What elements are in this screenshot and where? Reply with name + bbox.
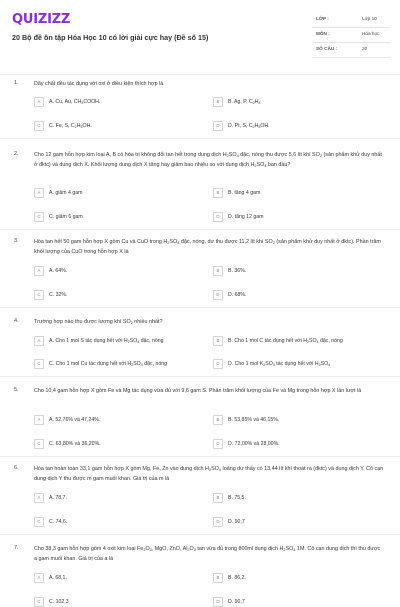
question-divider (0, 376, 400, 377)
option-text: B. 75,5. (228, 495, 246, 501)
option-text: B. 53,85% và 46,15%. (228, 417, 280, 423)
question-number: 2. (14, 151, 19, 157)
answer-option-b[interactable] (213, 573, 391, 582)
option-text: A. Cho 1 mol S tác dụng hết với $H_2SO_4$ đặc, nóng (49, 338, 164, 344)
option-text: C. Cho 1 mol Cu tác dụng hết với $H_2SO_4$ đặc, nóng (49, 361, 167, 367)
option-text: C. 63,80% và 36,20%. (49, 441, 101, 447)
option-letter-badge: D (213, 597, 223, 607)
option-letter-badge: B (213, 493, 223, 503)
question-number: 5. (14, 387, 19, 393)
option-text: C. 102,3 (49, 599, 69, 605)
answer-option-d[interactable] (213, 517, 391, 526)
option-letter-badge: B (213, 188, 223, 198)
option-text: A. Cu, Au, $CH_3COOH$. (49, 99, 101, 105)
answer-option-b[interactable] (213, 336, 391, 345)
meta-class (312, 12, 390, 28)
answer-option-a[interactable] (34, 336, 212, 345)
meta-question-count (312, 42, 390, 58)
option-letter-badge: C (34, 597, 44, 607)
question-divider (0, 229, 400, 230)
option-letter-badge: C (34, 290, 44, 300)
answer-option-c[interactable] (34, 121, 212, 130)
answer-option-d[interactable] (213, 212, 391, 221)
option-letter-badge: C (34, 359, 44, 369)
meta-value: Hóa học (362, 31, 380, 36)
option-letter-badge: B (213, 336, 223, 346)
option-letter-badge: D (213, 212, 223, 222)
answer-option-a[interactable] (34, 415, 212, 424)
option-text: D. Cho 1 mol $K_2SO_3$ tác dụng hết với $H_2SO_4$ (228, 361, 331, 367)
answer-option-d[interactable] (213, 290, 391, 299)
option-letter-badge: D (213, 121, 223, 131)
answer-option-b[interactable] (213, 188, 391, 197)
meta-label: SỐ CÂU : (316, 46, 338, 51)
option-letter-badge: C (34, 121, 44, 131)
answer-option-b[interactable] (213, 493, 391, 502)
question-text: Trường hợp nào thu được lượng khí $SO_2$ nhiều nhất? (34, 319, 163, 325)
question-number: 6. (14, 465, 19, 471)
option-letter-badge: A (34, 336, 44, 346)
answer-option-d[interactable] (213, 359, 391, 368)
meta-label: LỚP : (316, 16, 329, 21)
question-text: Hòa tan hết 50 gam hỗn hợp X gồm Cu và CuO trong $H_2SO_4$ đặc, nóng, dư thu được 11,2 lít khí $SO_2$ (sản phẩm khử duy nhất ở đktc). Phần trăm khối lượng của CuO trong hỗn hợp X là (34, 239, 381, 255)
question-text: Cho 38,3 gam hỗn hợp gồm 4 oxit kim loại $Fe_2O_3$, MgO, ZnO, $Al_2O_3$ tan vừa đủ trong 800ml dung dịch $H_2SO_4$ 1M. Cô cạn dung dịch thì thu được a gam muối khan. Giá trị của a là (34, 546, 381, 562)
question-divider (0, 138, 400, 139)
option-letter-badge: A (34, 415, 44, 425)
answer-option-d[interactable] (213, 439, 391, 448)
option-letter-badge: A (34, 97, 44, 107)
option-text: C. 32%. (49, 292, 68, 298)
option-text: C. Fe, S, $C_2H_5OH$. (49, 123, 92, 129)
option-letter-badge: B (213, 573, 223, 583)
option-letter-badge: D (213, 439, 223, 449)
option-text: C. giảm 6 gam (49, 214, 83, 220)
meta-value: Lớp 10 (362, 16, 377, 21)
option-text: D. Pt, S, $C_2H_5OH$. (228, 123, 270, 129)
option-text: D. tăng 12 gam (228, 214, 264, 220)
option-text: B. tăng 4 gam (228, 190, 261, 196)
answer-option-b[interactable] (213, 266, 391, 275)
question-divider (0, 456, 400, 457)
question-divider (0, 307, 400, 308)
option-letter-badge: C (34, 212, 44, 222)
question-text: Cho 12 gam hỗn hợp kim loại A, B có hóa trị không đổi tan hết trong dung dịch $H_2SO_4$ đặc, nóng thu được 5,6 lít khí $SO_2$ (sản phẩm khử duy nhất ở đktc) và dung dịch X. Khối lượng dung dịch X tăng hay giảm bao nhiêu so với dung dịch $H_2SO_4$ ban đầu? (34, 152, 382, 168)
question-number: 4. (14, 318, 19, 324)
answer-option-a[interactable] (34, 573, 212, 582)
answer-option-c[interactable] (34, 439, 212, 448)
option-text: D. 90,7 (228, 599, 245, 605)
option-text: B. 36%. (228, 268, 247, 274)
option-letter-badge: A (34, 493, 44, 503)
meta-value: 20 (362, 46, 368, 51)
question-text: Hòa tan hoàn toàn 33,1 gam hỗn hợp X gồm Mg, Fe, Zn vào dung dịch $H_2SO_4$ loãng dư thấy có 13,44 lít khí thoát ra (đktc) và dung dịch Y. Cô cạn dung dịch Y thu được m gam muối khan. Giá trị của m là (34, 466, 384, 482)
document-title: 20 Bộ đề ôn tập Hóa Học 10 có lời giải cực hay (Đề số 15) (12, 33, 209, 42)
option-letter-badge: A (34, 266, 44, 276)
question-number: 7. (14, 545, 19, 551)
option-text: A. 64%. (49, 268, 68, 274)
answer-option-d[interactable] (213, 121, 391, 130)
option-letter-badge: C (34, 439, 44, 449)
header-divider (0, 74, 400, 75)
option-text: B. Ag, P, $C_2H_4$ (228, 99, 261, 105)
question-number: 3. (14, 238, 19, 244)
option-text: B. Cho 1 mol C tác dụng hết với $H_2SO_4$ đặc, nóng (228, 338, 343, 344)
option-text: A. 68,1. (49, 575, 67, 581)
option-letter-badge: B (213, 415, 223, 425)
answer-option-a[interactable] (34, 493, 212, 502)
question-divider (0, 534, 400, 535)
answer-option-d[interactable] (213, 597, 391, 606)
option-text: A. 52,76% và 47,24%. (49, 417, 101, 423)
answer-option-a[interactable] (34, 266, 212, 275)
meta-subject (312, 27, 390, 43)
option-letter-badge: D (213, 517, 223, 527)
question-number: 1. (14, 80, 19, 86)
quizizz-logo: QUIZIZZ (12, 12, 71, 27)
option-letter-badge: D (213, 359, 223, 369)
answer-option-a[interactable] (34, 97, 212, 106)
answer-option-b[interactable] (213, 415, 391, 424)
header (0, 0, 400, 72)
option-letter-badge: A (34, 188, 44, 198)
option-text: D. 90,7 (228, 519, 245, 525)
option-letter-badge: B (213, 97, 223, 107)
option-text: A. 78,7. (49, 495, 67, 501)
option-text: D. 72,00% và 28,00%. (228, 441, 280, 447)
question-text: Dãy chất đều tác dụng với oxi ở điều kiện thích hợp là (34, 81, 164, 87)
option-letter-badge: D (213, 290, 223, 300)
answer-option-c[interactable] (34, 359, 212, 368)
option-text: C. 74,6. (49, 519, 68, 525)
option-letter-badge: A (34, 573, 44, 583)
answer-option-c[interactable] (34, 517, 212, 526)
answer-option-c[interactable] (34, 290, 212, 299)
option-letter-badge: B (213, 266, 223, 276)
option-text: A. giảm 4 gam (49, 190, 83, 196)
question-text: Cho 10,4 gam hỗn hợp X gồm Fe và Mg tác dụng vừa đủ với 9,6 gam S. Phần trăm khối lượng của Fe và Mg trong hỗn hợp X lần lượt là (34, 388, 362, 394)
meta-label: MÔN : (316, 31, 330, 36)
answer-option-c[interactable] (34, 597, 212, 606)
answer-option-a[interactable] (34, 188, 212, 197)
answer-option-c[interactable] (34, 212, 212, 221)
option-letter-badge: C (34, 517, 44, 527)
option-text: B. 86,2. (228, 575, 246, 581)
answer-option-b[interactable] (213, 97, 391, 106)
option-text: D. 68%. (228, 292, 247, 298)
